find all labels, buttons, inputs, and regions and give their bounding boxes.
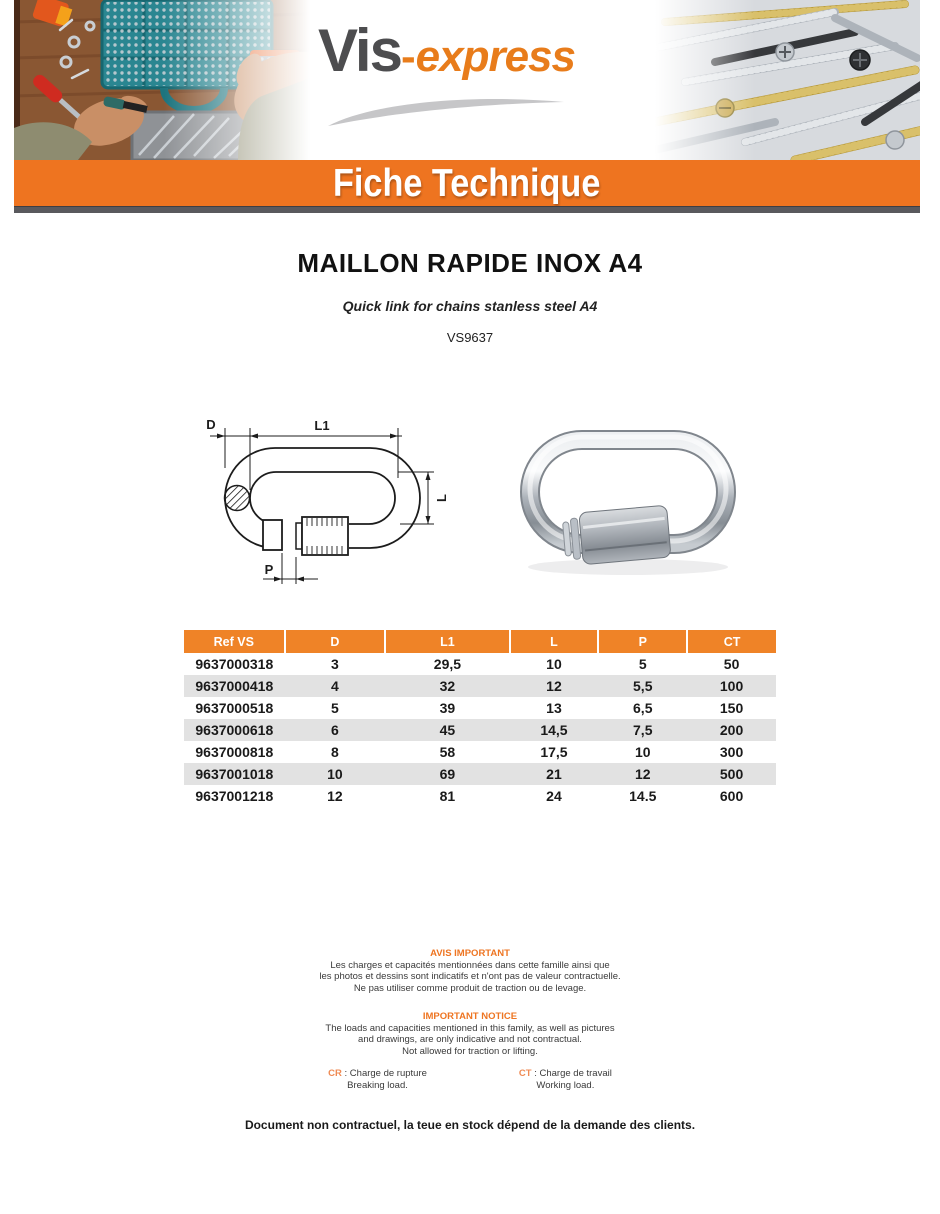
banner-divider: [14, 206, 920, 213]
table-cell: 39: [439, 700, 456, 716]
dim-label-p: P: [264, 562, 274, 577]
table-cell: 5: [331, 700, 339, 716]
legend-ct-label: CT: [518, 1068, 532, 1079]
workbench-photo: [14, 0, 310, 160]
spec-table-body: [184, 653, 776, 807]
product-subtitle: Quick link for chains stanless steel A4: [342, 298, 598, 314]
load-legend: [0, 1068, 940, 1091]
table-cell: 12: [327, 788, 343, 804]
legend-item-ct: [519, 1068, 612, 1091]
logo-swoosh: [324, 90, 574, 130]
table-cell: 9637000318: [195, 656, 274, 672]
table-cell: 3: [331, 656, 339, 672]
table-cell: 9637000618: [195, 722, 274, 738]
table-cell: 14,5: [540, 722, 568, 738]
notice-fr: [0, 948, 940, 994]
table-cell: 17,5: [540, 744, 568, 760]
notice-fr-line: Les charges et capacités mentionnées dans cette famille ainsi que: [330, 959, 610, 971]
table-cell: 600: [719, 788, 744, 804]
table-cell: 6,5: [633, 700, 653, 716]
table-cell: 58: [439, 744, 456, 760]
table-cell: 45: [439, 722, 456, 738]
product-title: MAILLON RAPIDE INOX A4: [297, 248, 643, 278]
legend-ct-en: Working load.: [536, 1079, 595, 1091]
notice-en: [0, 1011, 940, 1057]
column-header: D: [285, 630, 386, 653]
notice-en-line: Not allowed for traction or lifting.: [402, 1045, 538, 1057]
column-header: L: [510, 630, 599, 653]
legend-item-cr: [328, 1068, 427, 1091]
table-cell: 21: [546, 766, 562, 782]
table-cell: 500: [719, 766, 744, 782]
legend-ct-fr: Charge de travail: [539, 1068, 612, 1079]
table-cell: 12: [546, 678, 562, 694]
notice-fr-line: les photos et dessins sont indicatifs et n'ont pas de valeur contractuelle.: [319, 971, 621, 982]
screws-photo: [655, 0, 920, 160]
logo: [318, 16, 648, 146]
table-cell: 10: [634, 744, 651, 760]
table-row: [184, 741, 776, 763]
table-row: [184, 697, 776, 719]
table-cell: 6: [331, 722, 339, 738]
table-cell: 200: [719, 722, 744, 738]
table-cell: 9637001218: [195, 788, 274, 804]
notice-en-heading: IMPORTANT NOTICE: [422, 1011, 518, 1022]
table-cell: 24: [546, 788, 562, 804]
table-cell: 9637000418: [195, 678, 274, 694]
legend-cr-fr: Charge de rupture: [349, 1068, 427, 1079]
table-cell: 8: [331, 744, 339, 760]
column-header: CT: [687, 630, 776, 653]
technical-drawing: [170, 398, 490, 598]
dim-label-l: L: [434, 494, 449, 502]
spec-table: [184, 630, 776, 807]
logo-express: express: [415, 32, 575, 81]
table-cell: 14.5: [629, 788, 657, 804]
section-banner: [14, 160, 920, 206]
table-cell: 150: [719, 700, 744, 716]
legend-cr-label: CR: [328, 1068, 342, 1079]
logo-vis: Vis: [318, 17, 401, 84]
table-cell: 69: [439, 766, 456, 782]
table-cell: 9637000818: [195, 744, 274, 760]
table-row: [184, 785, 776, 807]
product-reference: VS9637: [446, 330, 494, 345]
notice-fr-line: Ne pas utiliser comme produit de traction ou de levage.: [353, 982, 587, 994]
legend-separator: :: [341, 1068, 350, 1079]
table-row: [184, 675, 776, 697]
product-photo: [496, 414, 761, 584]
column-header: L1: [385, 630, 509, 653]
table-cell: 13: [546, 700, 562, 716]
table-row: [184, 763, 776, 785]
column-header: P: [598, 630, 687, 653]
table-cell: 81: [439, 788, 456, 804]
footer-note: Document non contractuel, la teue en stock dépend de la demande des clients.: [244, 1118, 696, 1132]
table-row: [184, 653, 776, 675]
logo-dash: -: [400, 32, 416, 81]
notice-fr-heading: AVIS IMPORTANT: [430, 948, 510, 959]
dim-label-d: D: [206, 417, 216, 432]
dim-label-l1: L1: [314, 418, 330, 433]
table-cell: 32: [439, 678, 456, 694]
legend-separator: :: [531, 1068, 540, 1079]
table-cell: 10: [546, 656, 562, 672]
notice-en-line: The loads and capacities mentioned in this family, as well as pictures: [325, 1022, 615, 1034]
table-cell: 4: [331, 678, 339, 694]
table-cell: 7,5: [633, 722, 653, 738]
table-cell: 50: [723, 656, 740, 672]
table-cell: 5: [638, 656, 647, 672]
spec-table-header-row: [184, 630, 776, 653]
table-cell: 5,5: [633, 678, 653, 694]
table-cell: 100: [719, 678, 744, 694]
notice-en-line: and drawings, are only indicative and not contractual.: [358, 1034, 582, 1045]
table-cell: 29,5: [433, 656, 462, 672]
table-cell: 300: [719, 744, 744, 760]
table-cell: 12: [634, 766, 651, 782]
banner-title: Fiche Technique: [333, 160, 601, 205]
table-cell: 9637001018: [195, 766, 274, 782]
table-cell: 10: [327, 766, 343, 782]
table-row: [184, 719, 776, 741]
table-cell: 9637000518: [195, 700, 274, 716]
header: [0, 0, 940, 160]
legend-cr-en: Breaking load.: [347, 1079, 408, 1091]
column-header: Ref VS: [184, 630, 285, 653]
